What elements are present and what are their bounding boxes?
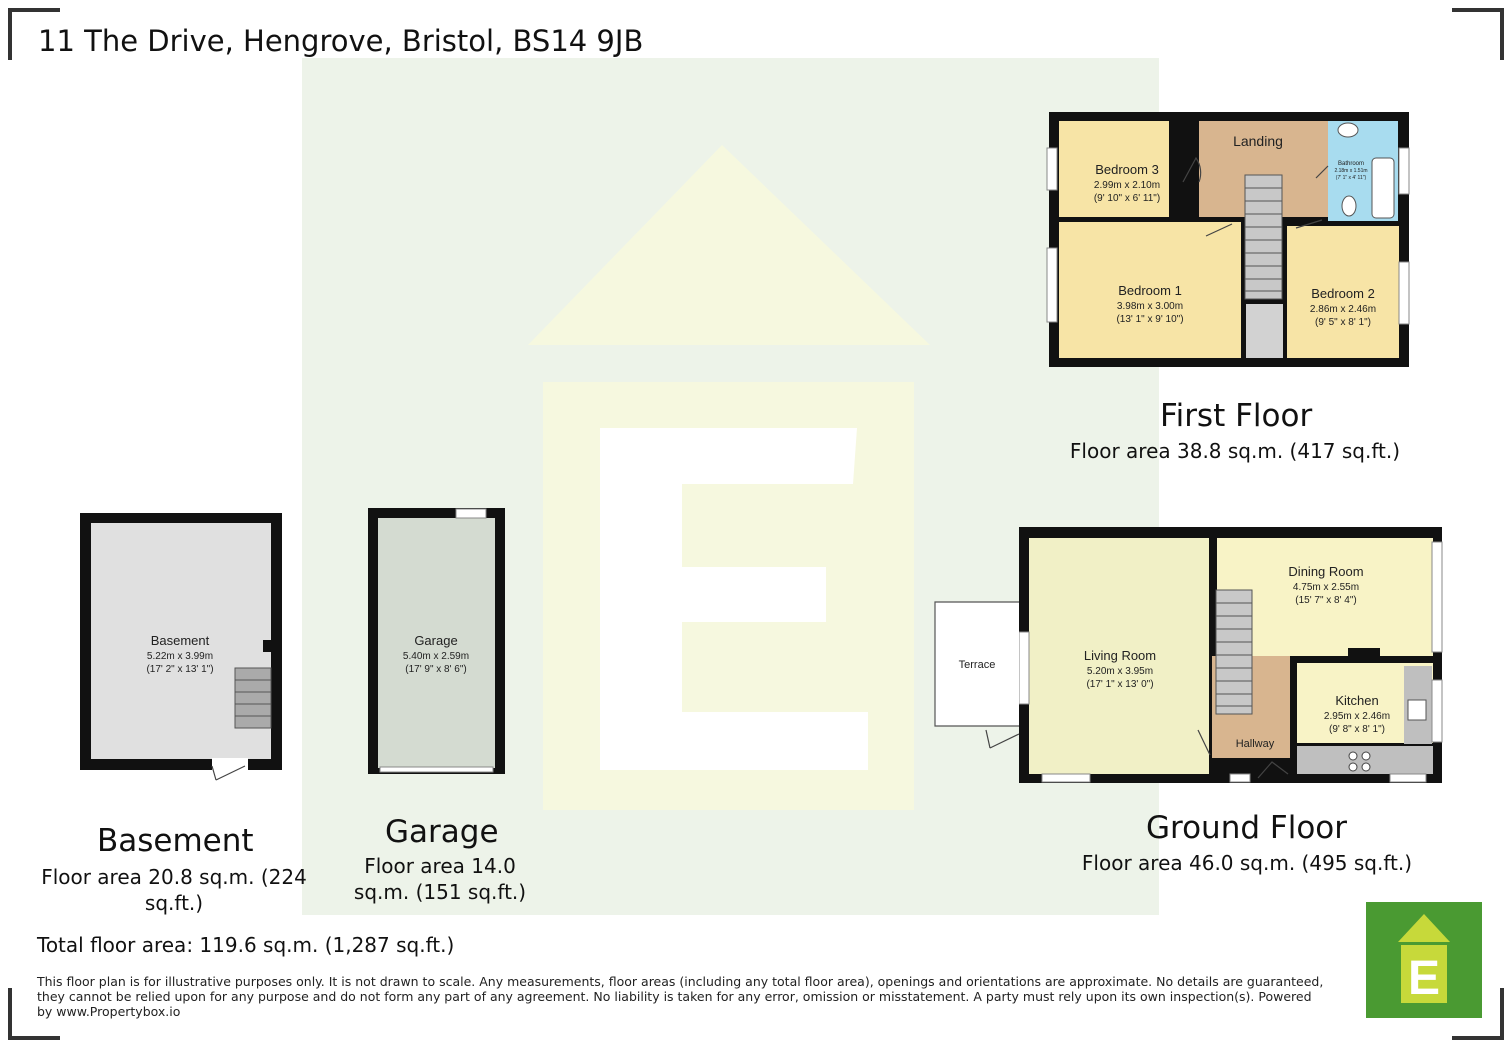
kitchen-imperial: (9' 8" x 8' 1") bbox=[1329, 724, 1385, 735]
dining-room-imperial: (15' 7" x 8' 4") bbox=[1295, 595, 1357, 606]
kitchen-name: Kitchen bbox=[1335, 693, 1379, 708]
basement-imperial: (17' 2" x 13' 1") bbox=[146, 664, 214, 675]
ground-floor-plan bbox=[935, 527, 1442, 783]
property-address: 11 The Drive, Hengrove, Bristol, BS14 9JB bbox=[38, 24, 644, 58]
bedroom-3-metric: 2.99m x 2.10m bbox=[1093, 180, 1161, 191]
bedroom-2-imperial: (9' 5" x 8' 1") bbox=[1315, 317, 1371, 328]
bathroom-name: Bathroom bbox=[1337, 161, 1365, 167]
bedroom-1-imperial: (13' 1" x 9' 10") bbox=[1116, 314, 1184, 325]
kitchen-metric: 2.95m x 2.46m bbox=[1323, 711, 1391, 722]
bathroom-imperial: (7' 1" x 4' 11") bbox=[1335, 175, 1367, 181]
bedroom-2-metric: 2.86m x 2.46m bbox=[1309, 304, 1377, 315]
garage-imperial: (17' 9" x 8' 6") bbox=[405, 664, 467, 675]
first-floor-plan bbox=[1047, 112, 1409, 367]
basement-metric: 5.22m x 3.99m bbox=[146, 651, 214, 662]
basement-plan bbox=[80, 513, 282, 780]
bedroom-1-name: Bedroom 1 bbox=[1118, 283, 1182, 298]
ground-floor-title: Ground Floor bbox=[1146, 810, 1348, 846]
living-room-name: Living Room bbox=[1083, 648, 1157, 663]
bedroom-3-name: Bedroom 3 bbox=[1095, 162, 1159, 177]
house-e-icon bbox=[1366, 902, 1482, 1018]
garage-title: Garage bbox=[385, 814, 499, 850]
storage-cupboard bbox=[1246, 304, 1283, 358]
bedroom-2-name: Bedroom 2 bbox=[1311, 286, 1375, 301]
brand-logo bbox=[1366, 902, 1482, 1018]
dining-room-metric: 4.75m x 2.55m bbox=[1292, 582, 1360, 593]
bedroom-1-metric: 3.98m x 3.00m bbox=[1116, 301, 1184, 312]
garage-name: Garage bbox=[414, 633, 458, 648]
basement-name: Basement bbox=[150, 633, 210, 648]
living-room-imperial: (17' 1" x 13' 0") bbox=[1086, 679, 1154, 690]
basement-area: Floor area 20.8 sq.m. (224 sq.ft.) bbox=[41, 865, 307, 915]
garage-plan bbox=[368, 508, 505, 774]
hallway-name: Hallway bbox=[1235, 738, 1275, 750]
total-floor-area: Total floor area: 119.6 sq.m. (1,287 sq.ft.) bbox=[37, 933, 455, 957]
logo-letter: E bbox=[1407, 952, 1441, 1005]
first-floor-area: Floor area 38.8 sq.m. (417 sq.ft.) bbox=[1069, 439, 1401, 463]
dining-room-name: Dining Room bbox=[1288, 564, 1364, 579]
bedroom-3-imperial: (9' 10" x 6' 11") bbox=[1093, 193, 1161, 204]
garage-metric: 5.40m x 2.59m bbox=[402, 651, 470, 662]
terrace-name: Terrace bbox=[958, 659, 996, 671]
landing-name: Landing bbox=[1233, 133, 1283, 149]
living-room-metric: 5.20m x 3.95m bbox=[1086, 666, 1154, 677]
ground-floor-area: Floor area 46.0 sq.m. (495 sq.ft.) bbox=[1081, 851, 1413, 875]
basement-title: Basement bbox=[97, 823, 254, 859]
disclaimer-text: This floor plan is for illustrative purposes only. It is not drawn to scale. Any measurements, floor areas (including any total floor area), openings and orientations are approximate. No details are guaranteed, they cannot be relied upon for any purpose and do not form any part of any agreement. No liability is taken for any error, omission or misstatement. A party must rely upon its own inspection(s). Powered by www.Propertybox.io bbox=[37, 974, 1324, 1019]
bathroom-metric: 2.18m x 1.51m bbox=[1334, 168, 1368, 174]
first-floor-title: First Floor bbox=[1160, 398, 1313, 434]
garage-area: Floor area 14.0 sq.m. (151 sq.ft.) bbox=[353, 854, 527, 904]
